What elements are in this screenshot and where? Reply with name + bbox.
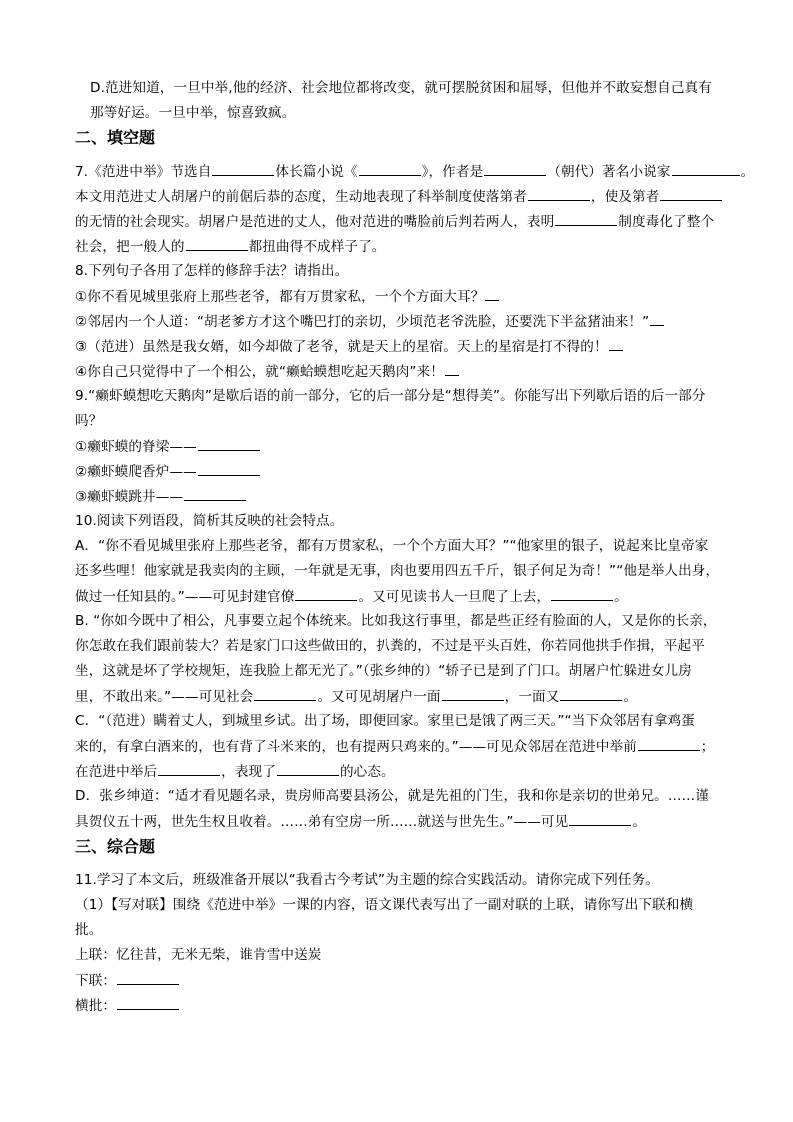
q8-title: 8.下列句子各用了怎样的修辞手法？请指出。 xyxy=(75,263,349,279)
q7-line-3: 的无情的社会现实。胡屠户是范进的丈人，他对范进的嘴脸前后判若两人，表明 制度毒化了整个 xyxy=(75,211,725,232)
q10-a-line-2: 还多些哩！他家就是我卖肉的主顾，一年就是无事，肉也要用四五千斤，银子何足为奇！”“他是举人出身， xyxy=(75,563,720,579)
section-heading-fill-in: 二、填空题 xyxy=(75,128,156,147)
q10-title: 10.阅读下列语段，简析其反映的社会特点。 xyxy=(75,513,344,529)
answer-blank[interactable] xyxy=(555,211,617,226)
answer-blank[interactable] xyxy=(445,361,459,376)
q7-line-1: 7.《范进中举》节选自 体长篇小说《 》，作者是 （朝代）著名小说家 。 xyxy=(75,161,725,182)
answer-blank[interactable] xyxy=(660,186,722,201)
q9-item-1: ①癞虾蟆的脊梁—— xyxy=(75,436,725,457)
q9-item-2: ②癞虾蟆爬香炉—— xyxy=(75,461,725,482)
q10-a-line-1: A．“你不看见城里张府上那些老爷，都有万贯家私，一个个方面大耳？”“他家里的银子，说起来比皇帝家 xyxy=(75,538,709,554)
q10-c-line-1: C．“（范进）瞒着丈人，到城里乡试。出了场，即便回家。家里已是饿了两三天。”“当下众邻居有拿鸡蛋 xyxy=(75,713,695,729)
q7-line-4: 社会，把一般人的 都扭曲得不成样子了。 xyxy=(75,236,725,257)
option-d-line-2: 那等好运。一旦中举，惊喜致疯。 xyxy=(90,105,296,121)
answer-blank[interactable] xyxy=(117,970,179,985)
answer-blank[interactable] xyxy=(277,761,339,776)
answer-blank[interactable] xyxy=(254,686,316,701)
answer-blank[interactable] xyxy=(442,686,504,701)
answer-blank[interactable] xyxy=(198,461,260,476)
q10-b-line-4: 里，不敢出来。”——可见社会 。又可见胡屠户一面 ，一面又 。 xyxy=(75,686,725,707)
section-heading-comprehensive: 三、综合题 xyxy=(75,837,156,856)
couplet-upper: 上联：忆往昔，无米无柴，谁肯雪中送炭 xyxy=(75,947,322,963)
q10-c-line-2: 来的，有拿白酒来的，也有背了斗米来的，也有提两只鸡来的。”——可见众邻居在范进中举前 ； xyxy=(75,736,725,757)
q9-line-2: 吗？ xyxy=(75,413,103,429)
q8-sentence-3: ③（范进）虽然是我女婿，如今却做了老爷，就是天上的星宿。天上的星宿是打不得的！ xyxy=(75,336,725,357)
q10-b-line-1: B. “你如今既中了相公，凡事要立起个体统来。比如我这行事里，都是些正经有脸面的人，又是你的长亲， xyxy=(75,613,717,629)
q10-d-line-1: D．张乡绅道：“适才看见题名录，贵房师高要县汤公，就是先祖的门生，我和你是亲切的世弟兄。……谨 xyxy=(75,788,709,804)
q8-sentence-4: ④你自己只觉得中了一个相公，就“癞蛤蟆想吃起天鹅肉”来！ xyxy=(75,361,725,382)
answer-blank[interactable] xyxy=(198,436,260,451)
answer-blank[interactable] xyxy=(484,161,546,176)
q8-sentence-1: ①你不看见城里张府上那些老爷，都有万贯家私，一个个方面大耳？ xyxy=(75,286,725,307)
answer-blank[interactable] xyxy=(672,161,740,176)
answer-blank[interactable] xyxy=(650,311,664,326)
answer-blank[interactable] xyxy=(569,811,631,826)
answer-blank[interactable] xyxy=(186,236,248,251)
q11-task-1-line-2: 批。 xyxy=(75,922,103,938)
answer-blank[interactable] xyxy=(158,761,220,776)
q11-title: 11.学习了本文后，班级准备开展以“我看古今考试”为主题的综合实践活动。请你完成下列任务。 xyxy=(75,872,659,888)
q8-sentence-2: ②邻居内一个人道：“胡老爹方才这个嘴巴打的亲切，少顷范老爷洗脸，还要洗下半盆猪油来！” xyxy=(75,311,725,332)
q9-line-1: 9.“癞虾蟆想吃天鹅肉”是歇后语的前一部分，它的后一部分是“想得美”。你能写出下列歇后语的后一部分 xyxy=(75,388,706,404)
q11-task-1-line-1: （1）【写对联】围绕《范进中举》一课的内容，语文课代表写出了一副对联的上联，请你写出下联和横 xyxy=(75,897,694,913)
couplet-lower: 下联： xyxy=(75,970,725,991)
answer-blank[interactable] xyxy=(609,336,623,351)
answer-blank[interactable] xyxy=(184,486,246,501)
answer-blank[interactable] xyxy=(117,995,179,1010)
answer-blank[interactable] xyxy=(295,586,357,601)
q10-d-line-2: 具贺仪五十两，世先生权且收着。……弟有空房一所……就送与世先生。”——可见 。 xyxy=(75,811,725,832)
option-d-line-1: D.范进知道，一旦中举,他的经济、社会地位都将改变，就可摆脱贫困和屈辱，但他并不敢妄想自己真有 xyxy=(90,80,712,96)
answer-blank[interactable] xyxy=(528,186,590,201)
q10-b-line-2: 你怎敢在我们跟前装大？若是家门口这些做田的，扒粪的，不过是平头百姓，你若同他拱手作揖，平起平 xyxy=(75,638,705,654)
answer-blank[interactable] xyxy=(212,161,274,176)
answer-blank[interactable] xyxy=(560,686,622,701)
answer-blank[interactable] xyxy=(551,586,613,601)
answer-blank[interactable] xyxy=(638,736,700,751)
q10-a-line-3: 做过一任知县的。”——可见封建官僚 。又可见读书人一旦爬了上去， 。 xyxy=(75,586,725,607)
q10-c-line-3: 在范进中举后 ，表现了 的心态。 xyxy=(75,761,725,782)
q9-item-3: ③癞虾蟆跳井—— xyxy=(75,486,725,507)
answer-blank[interactable] xyxy=(359,161,421,176)
couplet-horizontal: 横批： xyxy=(75,995,725,1016)
answer-blank[interactable] xyxy=(485,286,499,301)
q7-line-2: 本文用范进丈人胡屠户的前倨后恭的态度，生动地表现了科举制度使落第者 ，使及第者 xyxy=(75,186,725,207)
q10-b-line-3: 坐，这就是坏了学校规矩，连我脸上都无光了。”（张乡绅的）“轿子已是到了门口。胡屠户忙躲进女儿房 xyxy=(75,663,692,679)
